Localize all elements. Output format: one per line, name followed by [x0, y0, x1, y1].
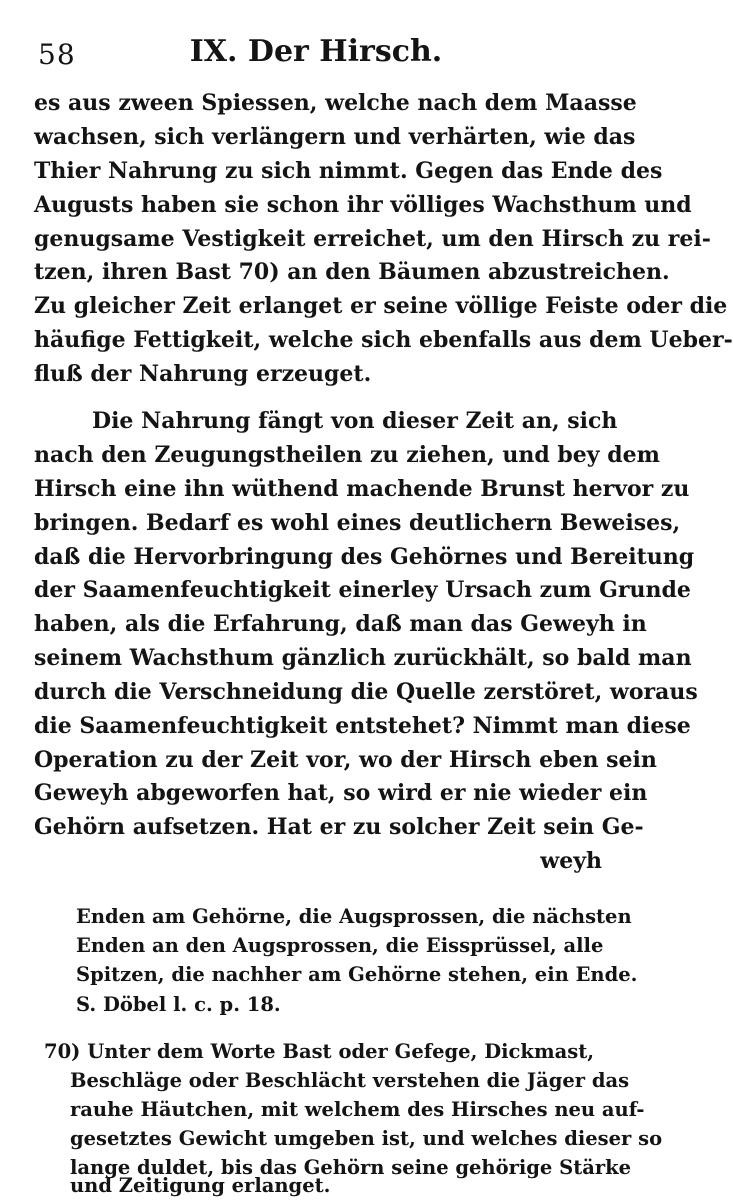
body-line: tzen, ihren Bast 70) an den Bäumen abzustreichen. [34, 259, 670, 285]
body-line: Thier Nahrung zu sich nimmt. Gegen das Ende des [34, 158, 663, 184]
body-line: Geweyh abgeworfen hat, so wird er nie wieder ein [34, 780, 648, 806]
footnote-70-line: gesetztes Gewicht umgeben ist, und welches dieser so [70, 1127, 663, 1150]
body-line: Augusts haben sie schon ihr völliges Wachsthum und [34, 192, 692, 218]
body-line: der Saamenfeuchtigkeit einerley Ursach zum Grunde [34, 577, 691, 603]
body-line: Zu gleicher Zeit erlanget er seine völlige Feiste oder die [34, 293, 728, 319]
body-line: nach den Zeugungstheilen zu ziehen, und bey dem [34, 442, 660, 468]
footnote-line: Enden an den Augsprossen, die Eissprüssel, alle [76, 934, 604, 957]
catchword: weyh [540, 848, 602, 874]
footnote-line: S. Döbel l. c. p. 18. [76, 993, 281, 1016]
body-line: durch die Verschneidung die Quelle zerstöret, woraus [34, 679, 698, 705]
page-number: 58 [38, 38, 76, 71]
footnote-70-line: rauhe Häutchen, mit welchem des Hirsches neu auf- [70, 1098, 645, 1121]
footnote-line: Spitzen, die nachher am Gehörne stehen, ein Ende. [76, 963, 638, 986]
footnote-70-line: lange duldet, bis das Gehörn seine gehörige Stärke [70, 1156, 632, 1179]
body-line: häufige Fettigkeit, welche sich ebenfalls aus dem Ueber- [34, 327, 733, 353]
running-title: IX. Der Hirsch. [189, 34, 443, 69]
footnote-70-line: Beschläge oder Beschlächt verstehen die Jäger das [70, 1069, 630, 1092]
body-line: daß die Hervorbringung des Gehörnes und Bereitung [34, 544, 695, 570]
body-line: Operation zu der Zeit vor, wo der Hirsch eben sein [34, 747, 657, 773]
body-line: haben, als die Erfahrung, daß man das Geweyh in [34, 611, 647, 637]
body-line: es aus zween Spiessen, welche nach dem Maasse [34, 90, 637, 116]
body-line: Die Nahrung fängt von dieser Zeit an, sich [92, 408, 618, 434]
footnote-line: Enden am Gehörne, die Augsprossen, die nächsten [76, 905, 632, 928]
body-line: die Saamenfeuchtigkeit entstehet? Nimmt man diese [34, 713, 691, 739]
body-line: seinem Wachsthum gänzlich zurückhält, so bald man [34, 645, 692, 671]
body-line: bringen. Bedarf es wohl eines deutlichern Beweises, [34, 510, 681, 536]
body-line: fluß der Nahrung erzeuget. [34, 361, 372, 387]
body-line: wachsen, sich verlängern und verhärten, wie das [34, 124, 636, 150]
body-line: Gehörn aufsetzen. Hat er zu solcher Zeit sein Ge- [34, 814, 644, 840]
body-line: genugsame Vestigkeit erreichet, um den Hirsch zu rei- [34, 226, 711, 252]
footnote-70-line: und Zeitigung erlanget. [70, 1174, 331, 1197]
body-line: Hirsch eine ihn wüthend machende Brunst hervor zu [34, 476, 690, 502]
footnote-70-line: 70) Unter dem Worte Bast oder Gefege, Dickmast, [44, 1040, 594, 1063]
